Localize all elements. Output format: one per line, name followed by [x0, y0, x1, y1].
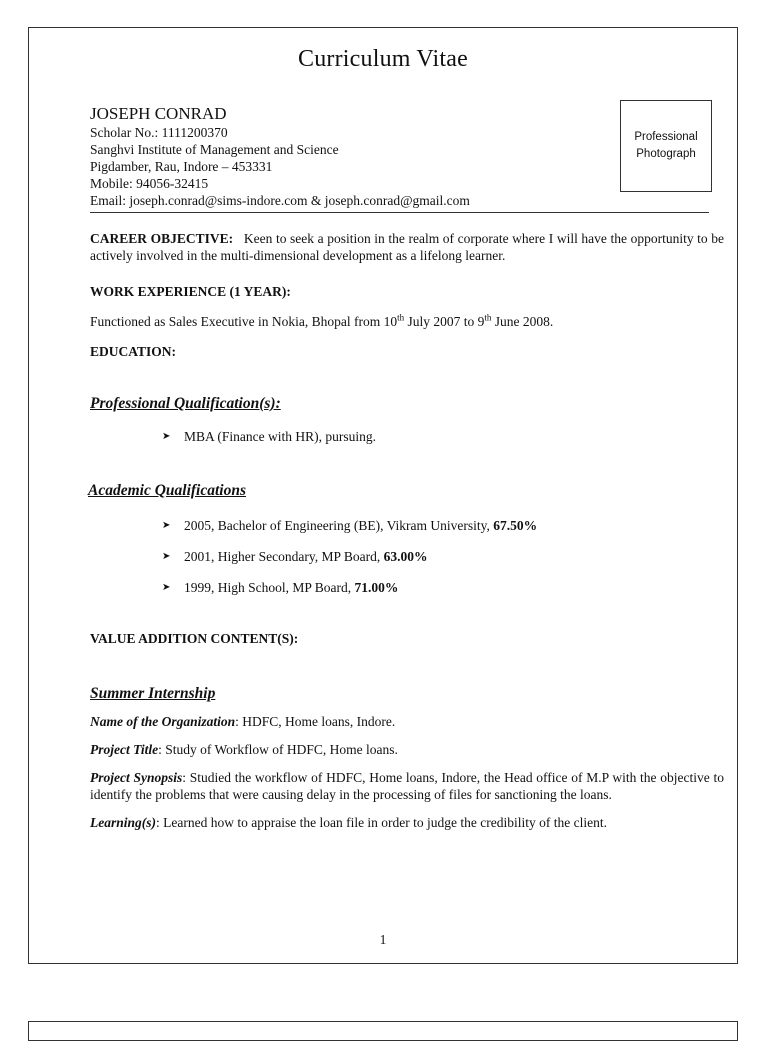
arrow-bullet-icon: ➤	[162, 431, 171, 442]
list-item	[162, 428, 724, 445]
arrow-bullet-icon: ➤	[162, 582, 171, 593]
list-item-text: 1999, High School, MP Board,	[184, 580, 355, 595]
organization-value: : HDFC, Home loans, Indore.	[235, 714, 396, 729]
list-item	[162, 517, 724, 534]
academic-qualification-heading: Academic Qualifications	[88, 482, 247, 499]
email: Email: joseph.conrad@sims-indore.com & joseph.conrad@gmail.com	[90, 193, 470, 208]
mobile: Mobile: 94056-32415	[90, 176, 209, 191]
work-sup: th	[397, 312, 405, 323]
arrow-bullet-icon: ➤	[162, 520, 171, 531]
learnings-value: : Learned how to appraise the loan file in order to judge the credibility of the client.	[156, 815, 607, 830]
organization-line	[90, 713, 724, 730]
list-item-score: 71.00%	[354, 580, 399, 595]
value-addition-heading: VALUE ADDITION CONTENT(S):	[90, 631, 299, 646]
professional-qualification-heading: Professional Qualification(s):	[90, 395, 281, 412]
professional-qualification-list	[90, 428, 724, 445]
career-objective-label: CAREER OBJECTIVE:	[90, 231, 234, 246]
career-objective-text: Keen to seek a position in the realm of corporate where I will have the opportunity to be actively involved in the multi-dimensional development as a lifelong learner.	[90, 231, 724, 263]
project-synopsis-label: Project Synopsis	[90, 770, 183, 785]
work-experience-text	[90, 313, 724, 330]
list-item	[162, 579, 724, 596]
next-page-edge	[28, 1021, 738, 1041]
contact-block	[90, 104, 650, 209]
internship-heading: Summer Internship	[90, 685, 216, 702]
project-synopsis-value: : Studied the workflow of HDFC, Home loans, Indore, the Head office of M.P with the objective to identify the problems that were causing delay in the processing of files for sanctioning the loans.	[90, 770, 724, 802]
project-title-value: : Study of Workflow of HDFC, Home loans.	[158, 742, 398, 757]
project-title-line	[90, 741, 724, 758]
learnings-label: Learning(s)	[90, 815, 157, 830]
list-item-text: 2005, Bachelor of Engineering (BE), Vikram University,	[184, 518, 494, 533]
learnings-line	[90, 814, 724, 831]
list-item	[162, 548, 724, 565]
photo-placeholder-label: Professional Photograph	[634, 131, 698, 160]
list-item-text: MBA (Finance with HR), pursuing.	[184, 429, 376, 444]
scholar-number: Scholar No.: 1111200370	[90, 125, 228, 140]
page-number: 1	[379, 932, 387, 947]
work-experience-heading: WORK EXPERIENCE (1 YEAR):	[90, 284, 291, 299]
address: Pigdamber, Rau, Indore – 453331	[90, 159, 273, 174]
work-text-part: Functioned as Sales Executive in Nokia, Bhopal from 10	[90, 314, 398, 329]
cv-page	[28, 27, 738, 964]
header-divider	[90, 212, 709, 213]
list-item-text: 2001, Higher Secondary, MP Board,	[184, 549, 384, 564]
academic-qualification-list	[90, 517, 724, 596]
photo-placeholder	[620, 100, 712, 192]
work-sup: th	[484, 312, 492, 323]
cv-content	[90, 230, 724, 831]
institute-name: Sanghvi Institute of Management and Science	[90, 142, 339, 157]
list-item-score: 67.50%	[493, 518, 538, 533]
project-synopsis	[90, 769, 724, 803]
document-title: Curriculum Vitae	[298, 46, 468, 72]
career-objective	[90, 230, 724, 264]
work-text-part: July 2007 to 9	[404, 314, 485, 329]
list-item-score: 63.00%	[383, 549, 428, 564]
arrow-bullet-icon: ➤	[162, 551, 171, 562]
candidate-name: JOSEPH CONRAD	[90, 104, 227, 123]
project-title-label: Project Title	[90, 742, 159, 757]
organization-label: Name of the Organization	[90, 714, 236, 729]
education-heading: EDUCATION:	[90, 344, 177, 359]
work-text-part: June 2008.	[491, 314, 554, 329]
